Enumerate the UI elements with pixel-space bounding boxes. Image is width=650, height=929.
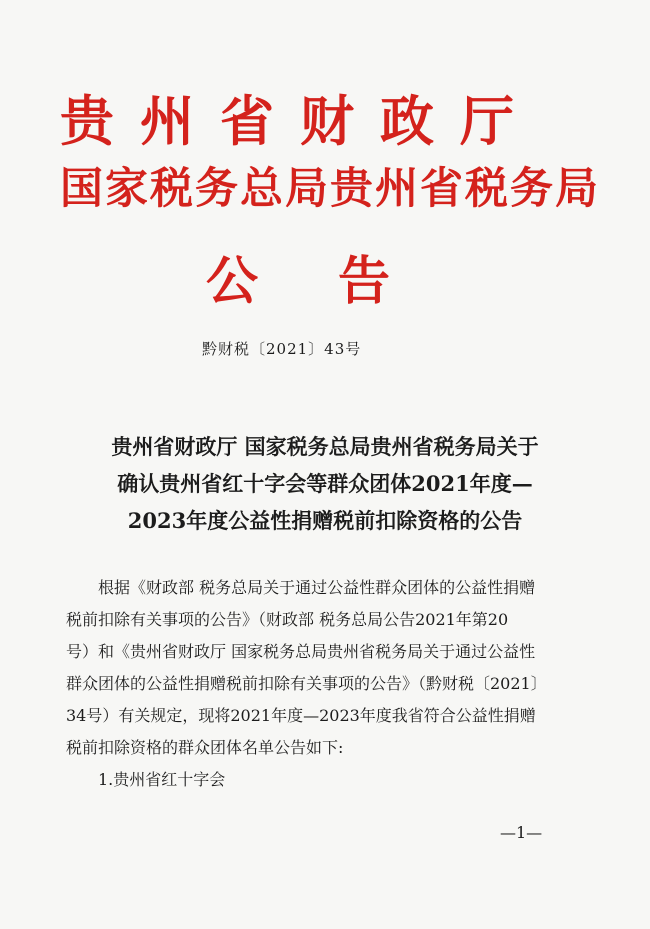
body-line-5: 34号）有关规定，现将2021年度—2023年度我省符合公益性捐赠 [66, 706, 536, 725]
announcement-title [40, 428, 610, 539]
document-number: 黔财税〔2021〕43号 [202, 340, 362, 358]
issuer-heading-finance: 贵州省财政厅 [60, 89, 540, 153]
body-line-6: 税前扣除资格的群众团体名单公告如下: [66, 738, 344, 757]
body-line-2: 税前扣除有关事项的公告》（财政部 税务总局公告2021年第20 [66, 610, 509, 629]
announcement-heading: 公告 [206, 251, 471, 312]
title-line-2: 确认贵州省红十字会等群众团体2021年度— [117, 471, 533, 496]
title-line-3: 2023年度公益性捐赠税前扣除资格的公告 [127, 508, 523, 533]
issuer-heading-tax: 国家税务总局贵州省税务局 [60, 164, 600, 214]
page-number: —1— [500, 823, 543, 842]
announcement-body [66, 572, 586, 796]
title-line-1: 贵州省财政厅 国家税务总局贵州省税务局关于 [111, 434, 539, 459]
body-line-1: 根据《财政部 税务总局关于通过公益性群众团体的公益性捐赠 [98, 578, 536, 597]
body-line-4: 群众团体的公益性捐赠税前扣除有关事项的公告》（黔财税〔2021〕 [66, 674, 547, 693]
list-item-1: 1.贵州省红十字会 [98, 770, 226, 789]
body-line-3: 号）和《贵州省财政厅 国家税务总局贵州省税务局关于通过公益性 [66, 642, 536, 661]
